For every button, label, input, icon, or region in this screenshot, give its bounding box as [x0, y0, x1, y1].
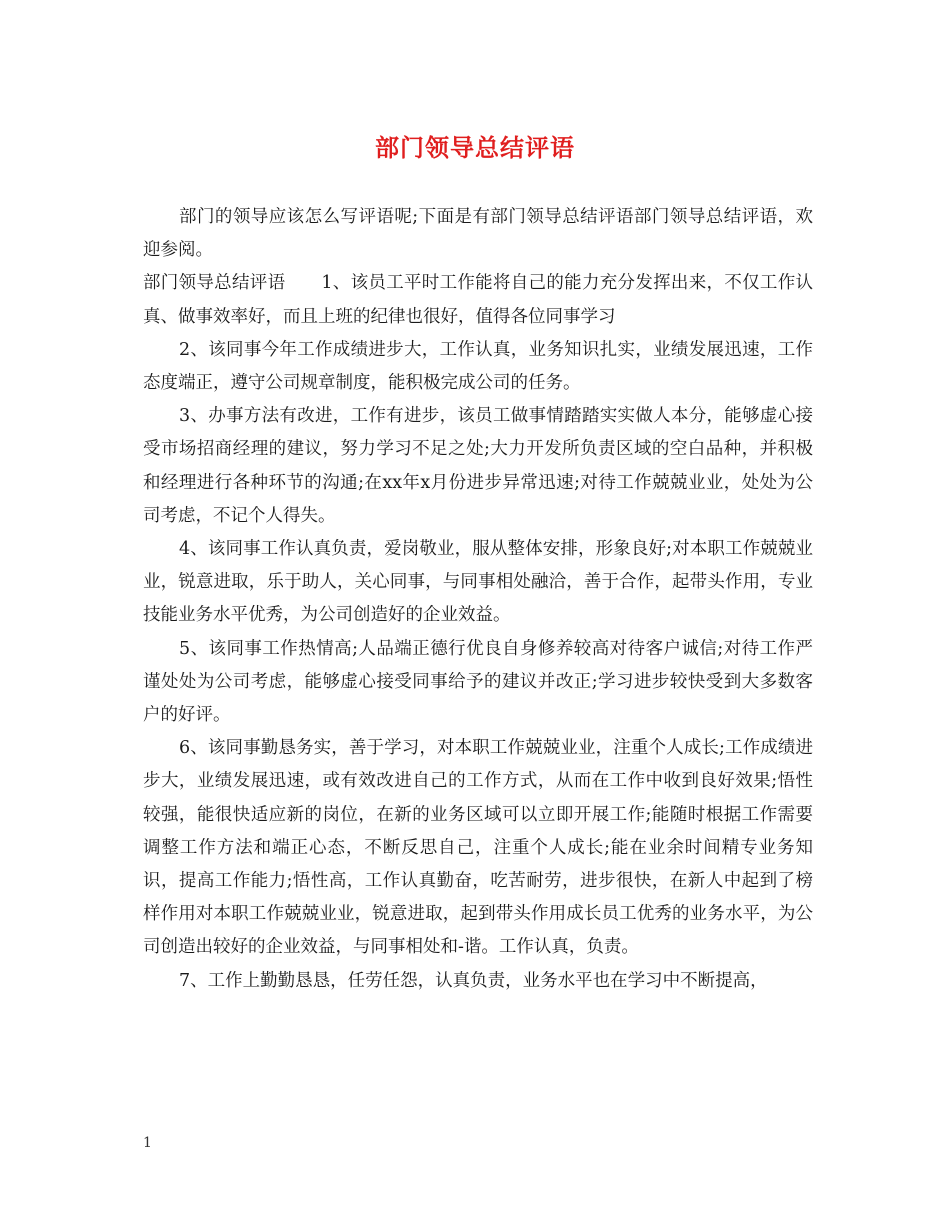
paragraph-1-text: 1、该员工平时工作能将自己的能力充分发挥出来，不仅工作认真、做事效率好，而且上班的纪律也很好，值得各位同事学习 [143, 273, 813, 327]
paragraph-2: 2、该同事今年工作成绩进步大，工作认真，业务知识扎实，业绩发展迅速，工作态度端正，遵守公司规章制度，能积极完成公司的任务。 [143, 339, 813, 394]
document-title: 部门领导总结评语 [375, 133, 575, 162]
paragraph-1 [143, 267, 813, 333]
paragraph-5: 5、该同事工作热情高;人品端正德行优良自身修养较高对待客户诚信;对待工作严谨处处为公司考虑，能够虚心接受同事给予的建议并改正;学习进步较快受到大多数客户的好评。 [143, 638, 813, 726]
paragraph-7: 7、工作上勤勤恳恳，任劳任怨，认真负责，业务水平也在学习中不断提高， [179, 970, 768, 991]
paragraph-4: 4、该同事工作认真负责，爱岗敬业，服从整体安排，形象良好;对本职工作兢兢业业，锐意进取，乐于助人，关心同事，与同事相处融洽，善于合作，起带头作用，专业技能业务水平优秀，为公司创造好的企业效益。 [143, 539, 813, 626]
intro-paragraph: 部门的领导应该怎么写评语呢;下面是有部门领导总结评语部门领导总结评语，欢迎参阅。 [143, 207, 813, 261]
document-body [143, 201, 813, 998]
paragraph-3: 3、办事方法有改进，工作有进步，该员工做事情踏踏实实做人本分，能够虚心接受市场招商经理的建议，努力学习不足之处;大力开发所负责区域的空白品种，并积极和经理进行各种环节的沟通;在xx年x月份进步异常迅速;对待工作兢兢业业，处处为公司考虑，不记个人得失。 [143, 406, 813, 526]
section-heading: 部门领导总结评语 [143, 273, 286, 294]
paragraph-6: 6、该同事勤恳务实，善于学习，对本职工作兢兢业业，注重个人成长;工作成绩进步大，业绩发展迅速，或有效改进自己的工作方式，从而在工作中收到良好效果;悟性较强，能很快适应新的岗位，在新的业务区域可以立即开展工作;能随时根据工作需要调整工作方法和端正心态，不断反思自己，注重个人成长;能在业余时间精专业务知识，提高工作能力;悟性高，工作认真勤奋，吃苦耐劳，进步很快，在新人中起到了榜样作用对本职工作兢兢业业，锐意进取，起到带头作用成长员工优秀的业务水平，为公司创造出较好的企业效益，与同事相处和-谐。工作认真，负责。 [143, 738, 813, 958]
page-number: 1 [143, 1135, 152, 1151]
